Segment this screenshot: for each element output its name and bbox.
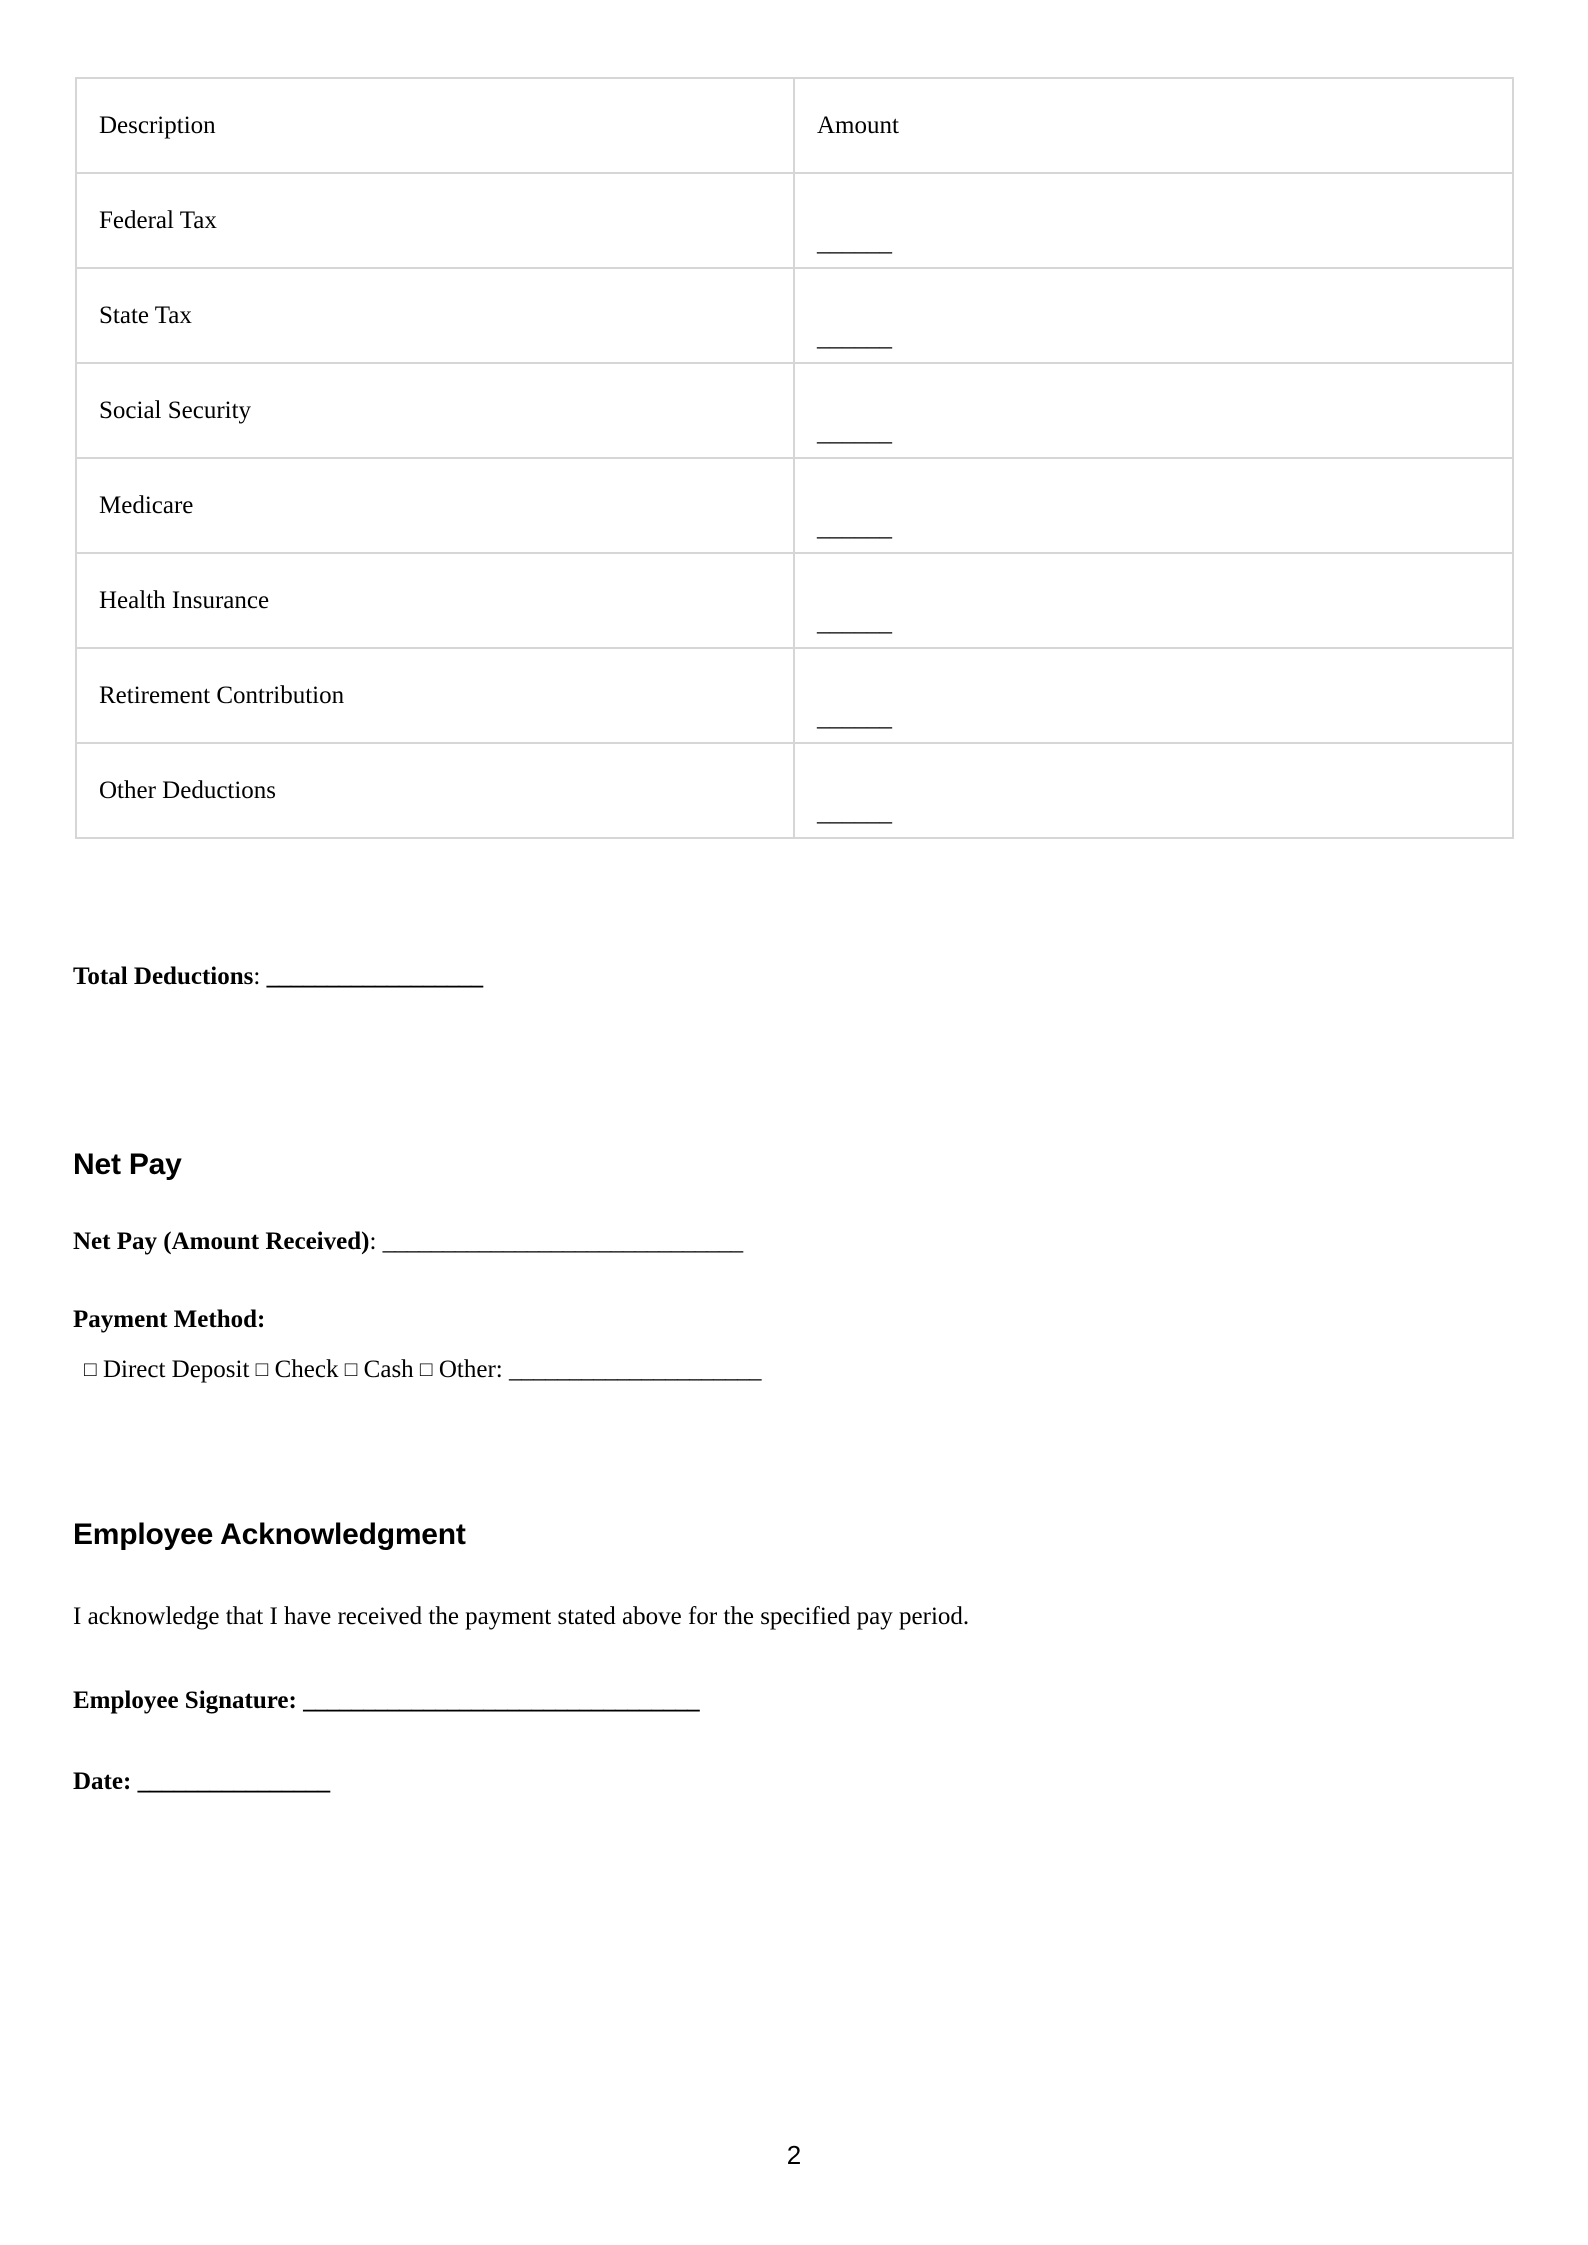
checkbox-icon-other[interactable]: □ <box>419 1357 433 1381</box>
deduction-label: Social Security <box>99 396 252 424</box>
employee-signature-blank[interactable]: _________________________________ <box>303 1687 700 1714</box>
section-heading-net-pay: Net Pay <box>73 1148 182 1181</box>
deduction-description-social-security <box>76 363 794 458</box>
amount-blank[interactable]: ______ <box>817 798 892 826</box>
amount-blank[interactable]: ______ <box>817 418 892 446</box>
column-header-amount-label: Amount <box>817 111 899 139</box>
page-number: 2 <box>786 2140 802 2170</box>
column-header-amount <box>794 78 1513 173</box>
deduction-description-medicare <box>76 458 794 553</box>
deduction-label: Federal Tax <box>99 206 217 234</box>
deduction-label: State Tax <box>99 301 192 329</box>
total-deductions-separator: : <box>253 963 261 990</box>
table-row <box>76 648 1513 743</box>
checkbox-icon-direct-deposit[interactable]: □ <box>84 1357 97 1381</box>
net-pay-amount-blank[interactable]: ______________________________ <box>382 1228 743 1255</box>
total-deductions-line <box>73 963 483 991</box>
payment-option-check[interactable]: Check <box>274 1356 339 1383</box>
employee-signature-field <box>73 1687 699 1715</box>
table-row <box>76 363 1513 458</box>
deduction-amount-state-tax[interactable] <box>794 268 1513 363</box>
amount-blank[interactable]: ______ <box>817 228 892 256</box>
date-field <box>73 1768 330 1796</box>
deduction-label: Health Insurance <box>99 586 270 614</box>
deduction-amount-health-insurance[interactable] <box>794 553 1513 648</box>
payment-method-label: Payment Method: <box>73 1306 266 1333</box>
net-pay-amount-separator: : <box>369 1228 377 1255</box>
deduction-amount-federal-tax[interactable] <box>794 173 1513 268</box>
total-deductions-label: Total Deductions <box>73 963 254 990</box>
deduction-description-retirement-contribution <box>76 648 794 743</box>
payment-option-other-label: Other: <box>438 1356 503 1383</box>
deduction-label: Retirement Contribution <box>99 681 345 709</box>
amount-blank[interactable]: ______ <box>817 703 892 731</box>
table-row <box>76 553 1513 648</box>
payment-option-cash[interactable]: Cash <box>363 1356 414 1383</box>
deductions-table <box>75 77 1514 839</box>
table-row <box>76 743 1513 838</box>
checkbox-icon-cash[interactable]: □ <box>344 1357 358 1381</box>
table-row <box>76 268 1513 363</box>
net-pay-amount-label: Net Pay (Amount Received) <box>73 1228 370 1255</box>
deduction-description-federal-tax <box>76 173 794 268</box>
column-header-description-label: Description <box>99 111 216 139</box>
deduction-amount-social-security[interactable] <box>794 363 1513 458</box>
deduction-amount-retirement-contribution[interactable] <box>794 648 1513 743</box>
table-row <box>76 458 1513 553</box>
payment-method-options <box>84 1356 761 1384</box>
deduction-label: Medicare <box>99 491 194 519</box>
employee-signature-label: Employee Signature: <box>73 1687 297 1714</box>
amount-blank[interactable]: ______ <box>817 323 892 351</box>
deduction-amount-other-deductions[interactable] <box>794 743 1513 838</box>
table-row <box>76 173 1513 268</box>
amount-blank[interactable]: ______ <box>817 513 892 541</box>
deduction-description-health-insurance <box>76 553 794 648</box>
date-label: Date: <box>73 1768 132 1795</box>
deduction-label: Other Deductions <box>99 776 277 804</box>
total-deductions-blank[interactable]: __________________ <box>266 963 483 990</box>
section-heading-employee-acknowledgment: Employee Acknowledgment <box>73 1518 466 1551</box>
payment-option-other-blank[interactable]: _____________________ <box>508 1356 761 1383</box>
amount-blank[interactable]: ______ <box>817 608 892 636</box>
table-header-row <box>76 78 1513 173</box>
payment-option-direct-deposit[interactable]: Direct Deposit <box>102 1356 250 1383</box>
net-pay-amount-field <box>73 1228 743 1256</box>
acknowledgment-statement: I acknowledge that I have received the payment stated above for the specified pay period. <box>73 1603 970 1630</box>
deduction-description-other-deductions <box>76 743 794 838</box>
checkbox-icon-check[interactable]: □ <box>255 1357 269 1381</box>
deduction-amount-medicare[interactable] <box>794 458 1513 553</box>
deduction-description-state-tax <box>76 268 794 363</box>
column-header-description <box>76 78 794 173</box>
date-blank[interactable]: ________________ <box>137 1768 330 1795</box>
